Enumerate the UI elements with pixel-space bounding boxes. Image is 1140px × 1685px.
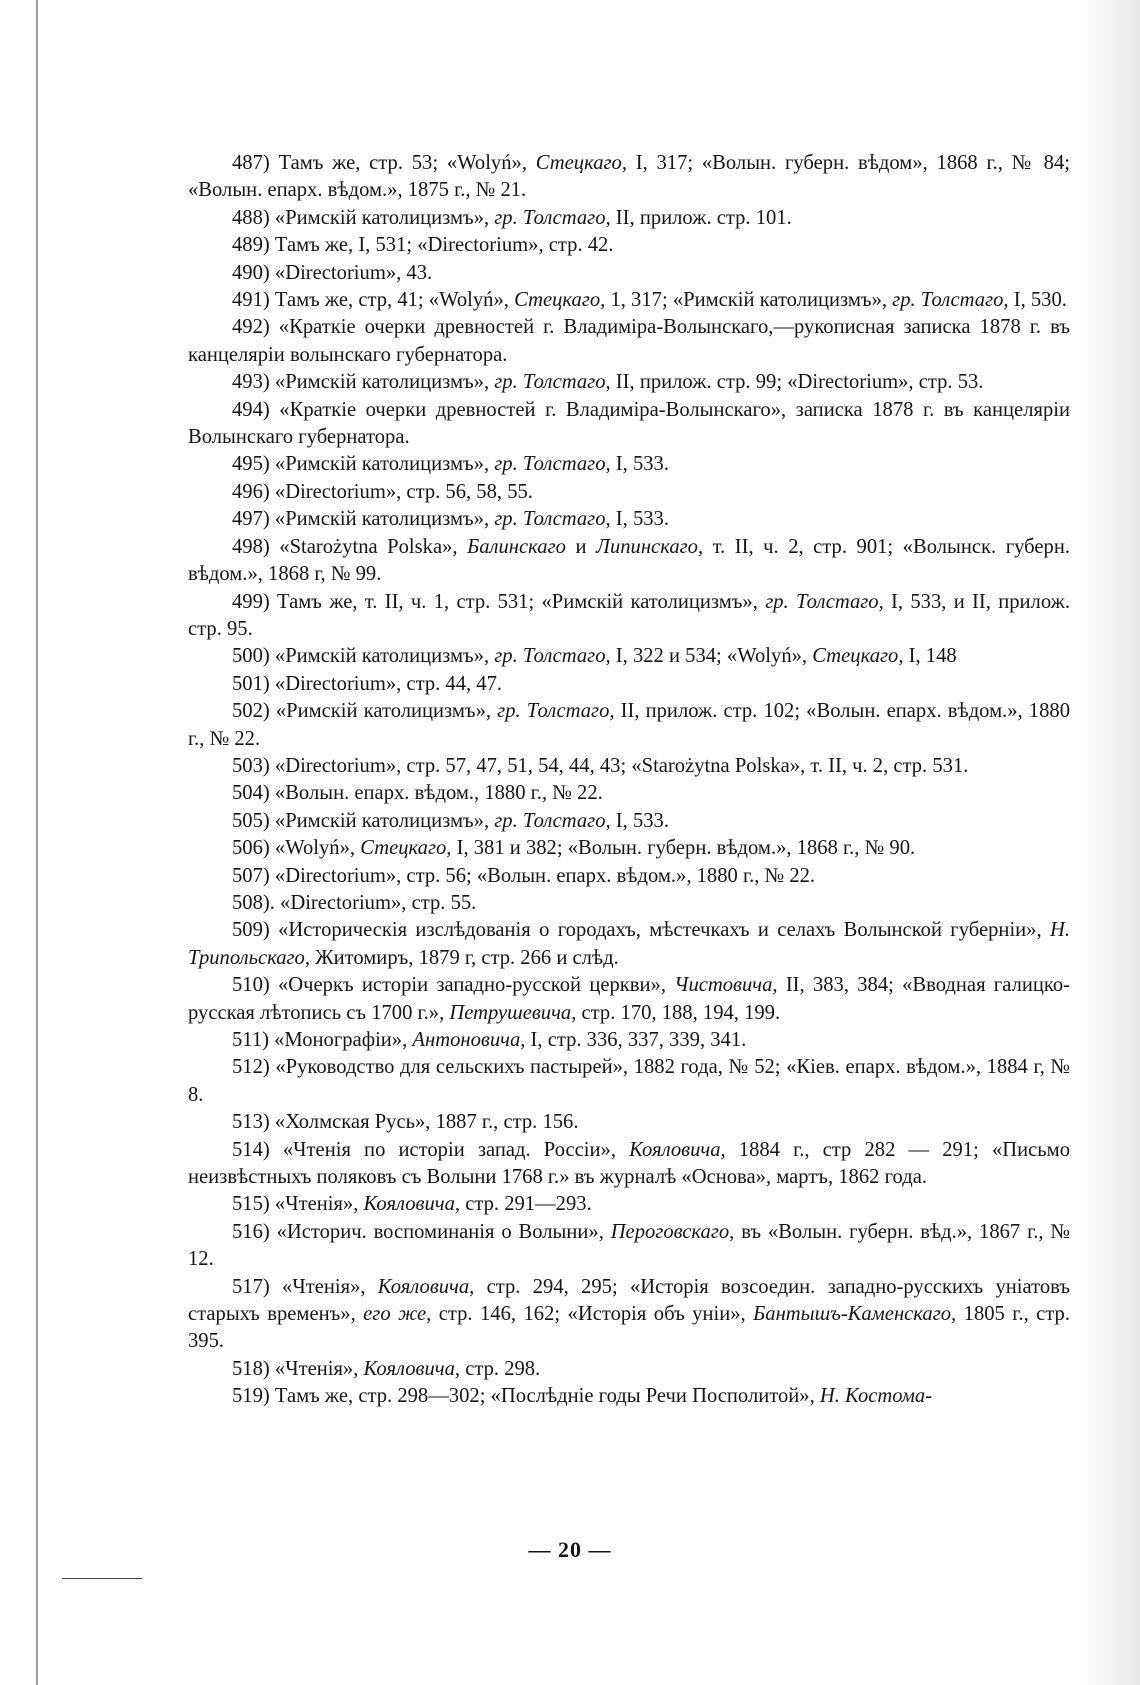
footnotes-list bbox=[188, 150, 1070, 1411]
footnote-text: и bbox=[565, 535, 596, 558]
footnote-text: 1, 317; «Римскій католицизмъ», bbox=[605, 289, 893, 312]
footnote-italic-text: Стецкаго, bbox=[812, 645, 904, 668]
footnote-502 bbox=[188, 698, 1070, 753]
footnote-text: I, 533. bbox=[610, 809, 669, 832]
footnote-text: 503) «Directorium», стр. 57, 47, 51, 54, 44, 43; «Starożytna Polska», т. II, ч. 2, стр. 531. bbox=[232, 754, 969, 777]
footnote-text: 513) «Холмская Русь», 1887 г., стр. 156. bbox=[232, 1111, 579, 1134]
page-edge-shadow bbox=[1078, 0, 1140, 1685]
footnote-519 bbox=[188, 1383, 1070, 1410]
footnote-497 bbox=[188, 506, 1070, 533]
footnote-italic-text: Антоновича, bbox=[412, 1029, 526, 1051]
footnote-507 bbox=[188, 863, 1070, 890]
footnote-489 bbox=[188, 232, 1070, 259]
footnote-text: 516) «Историч. воспоминанія о Волыни», bbox=[232, 1220, 611, 1243]
footnote-italic-text: Пероговскаго, bbox=[610, 1220, 735, 1243]
footnote-text: 519) Тамъ же, стр. 298—302; «Послѣдніе годы Речи Посполитой», bbox=[232, 1385, 820, 1408]
footnote-italic-text: гр. Толстаго, bbox=[494, 508, 611, 531]
footnote-494 bbox=[188, 397, 1070, 452]
footnote-text: т. II, ч. 2, стр. 901; «Волынск. губерн. вѣдом.», 1868 г, № 99. bbox=[188, 535, 1070, 586]
footnote-italic-text: гр. Толстаго, bbox=[494, 809, 611, 832]
footnote-513 bbox=[188, 1109, 1070, 1136]
footnote-italic-text: гр. Толстаго, bbox=[494, 371, 611, 394]
footnote-text: 1805 г., стр. 395. bbox=[188, 1303, 1070, 1353]
footnote-italic-text: Балинскаго bbox=[467, 535, 566, 558]
footnote-text: 491) Тамъ же, стр, 41; «Wolyń», bbox=[232, 289, 515, 312]
footnote-506 bbox=[188, 835, 1070, 862]
footnote-496 bbox=[188, 479, 1070, 506]
footnote-text: II, прилож. стр. 102; «Волын. епарх. вѣдом.», 1880 г., № 22. bbox=[188, 700, 1070, 750]
footnote-text: 492) «Краткіе очерки древностей г. Владиміра-Волынскаго,—рукописная записка 1878 г. въ канцеляріи волынскаго губернатора. bbox=[188, 316, 1070, 366]
footnote-text: 510) «Очеркъ исторіи западно-русской церкви», bbox=[232, 974, 675, 997]
footnote-text: I, 533. bbox=[610, 453, 669, 476]
footnote-text: 497) «Римскій католицизмъ», bbox=[232, 508, 495, 531]
footnote-text: 494) «Краткіе очерки древностей г. Владиміра-Волынскаго», записка 1878 г. въ канцеляріи Волынскаго губернатора. bbox=[188, 398, 1070, 449]
footnote-text: 504) «Волын. епарх. вѣдом., 1880 г., № 22. bbox=[232, 782, 603, 805]
footnote-italic-text: Стецкаго, bbox=[535, 152, 627, 174]
footnote-512 bbox=[188, 1054, 1070, 1109]
footnote-499 bbox=[188, 589, 1070, 644]
footnote-text: 512) «Руководство для сельскихъ пастырей», 1882 года, № 52; «Кіев. епарх. вѣдом.», 1884 г, № 8. bbox=[188, 1056, 1070, 1106]
footnote-511 bbox=[188, 1027, 1070, 1054]
binding-rule bbox=[36, 0, 38, 1685]
footnote-italic-text: Бантышъ-Каменскаго, bbox=[753, 1303, 957, 1326]
footnote-text: 495) «Римскій католицизмъ», bbox=[232, 453, 495, 476]
footnote-italic-text: Чистовича, bbox=[674, 974, 778, 997]
footnote-text: II, 383, 384; «Вводная галицко-русская лѣтопись съ 1700 г.», bbox=[188, 974, 1071, 1024]
footnote-515 bbox=[188, 1191, 1070, 1218]
footnote-487 bbox=[188, 150, 1070, 205]
footnote-text: 498) «Starożytna Polska», bbox=[232, 535, 468, 558]
footnote-498 bbox=[188, 534, 1070, 589]
footnote-text: въ «Волын. губерн. вѣд.», 1867 г., № 12. bbox=[188, 1220, 1070, 1271]
footnote-514 bbox=[188, 1137, 1070, 1192]
footnote-text: 489) Тамъ же, I, 531; «Directorium», стр. 42. bbox=[232, 234, 614, 257]
footnote-italic-text: Кояловича, bbox=[377, 1275, 475, 1298]
footnote-505 bbox=[188, 808, 1070, 835]
footnote-text: стр. 291—293. bbox=[460, 1193, 592, 1216]
footnote-493 bbox=[188, 369, 1070, 396]
footnote-491 bbox=[188, 287, 1070, 314]
footnote-500 bbox=[188, 643, 1070, 670]
footnote-italic-text: гр. Толстаго, bbox=[892, 289, 1009, 312]
footnote-501 bbox=[188, 671, 1070, 698]
footnote-495 bbox=[188, 451, 1070, 478]
footnote-text: Житомиръ, 1879 г, стр. 266 и слѣд. bbox=[310, 946, 619, 969]
footnote-text: I, 148 bbox=[903, 645, 957, 668]
footnote-text: 502) «Римскій католицизмъ», bbox=[232, 700, 498, 723]
footnote-text: I, стр. 336, 337, 339, 341. bbox=[525, 1029, 747, 1051]
footnote-text: стр. 294, 295; «Исторія возсоедин. западно-русскихъ уніатовъ старыхъ временъ», bbox=[188, 1275, 1070, 1326]
footnote-italic-text: Стецкаго, bbox=[514, 289, 606, 312]
footnote-text: стр. 170, 188, 194, 199. bbox=[576, 1001, 781, 1024]
footnote-italic-text: гр. Толстаго, bbox=[494, 206, 611, 229]
footnote-text: 508). «Directorium», стр. 55. bbox=[232, 891, 477, 914]
footnote-text: 488) «Римскій католицизмъ», bbox=[232, 206, 495, 229]
footnote-italic-text: Н. Трипольскаго, bbox=[188, 919, 1070, 969]
footnote-text: I, 533, и II, прилож. стр. 95. bbox=[188, 590, 1070, 640]
page-number: — 20 — bbox=[528, 1537, 612, 1562]
footnote-503 bbox=[188, 753, 1070, 780]
footnote-text: 496) «Directorium», стр. 56, 58, 55. bbox=[232, 480, 533, 503]
footnote-text: II, прилож. стр. 99; «Directorium», стр. 53. bbox=[610, 371, 984, 394]
footnote-text: 500) «Римскій католицизмъ», bbox=[232, 645, 495, 668]
footnote-text: 487) Тамъ же, стр. 53; «Wolyń», bbox=[232, 152, 536, 174]
footnote-516 bbox=[188, 1219, 1070, 1274]
footnote-text: 1884 г., стр 282 — 291; «Письмо неизвѣстныхъ поляковъ съ Волыни 1768 г.» въ журналѣ «Основа», мартъ, 1862 года. bbox=[188, 1138, 1071, 1189]
footnote-text: 506) «Wolyń», bbox=[232, 837, 361, 860]
footnote-text: стр. 298. bbox=[460, 1357, 541, 1380]
footnote-italic-text: Н. Костома- bbox=[819, 1385, 933, 1408]
footnote-text: I, 381 и 382; «Волын. губерн. вѣдом.», 1868 г., № 90. bbox=[451, 837, 916, 860]
footnote-510 bbox=[188, 972, 1070, 1027]
footnote-text: 515) «Чтенія», bbox=[232, 1193, 364, 1216]
footnote-text: стр. 146, 162; «Исторія объ уніи», bbox=[431, 1303, 754, 1326]
footnote-italic-text: Петрушевича, bbox=[449, 1001, 577, 1024]
footnote-italic-text: Кояловича, bbox=[363, 1357, 461, 1380]
footnote-italic-text: гр. Толстаго, bbox=[497, 700, 615, 723]
footnote-italic-text: гр. Толстаго, bbox=[494, 645, 611, 668]
footnote-text: 493) «Римскій католицизмъ», bbox=[232, 371, 495, 394]
footnote-508 bbox=[188, 890, 1070, 917]
footnote-504 bbox=[188, 780, 1070, 807]
footnote-italic-text: гр. Толстаго, bbox=[765, 590, 884, 613]
footnote-text: I, 322 и 534; «Wolyń», bbox=[610, 645, 813, 668]
footnote-text: 501) «Directorium», стр. 44, 47. bbox=[232, 672, 503, 695]
footnote-517 bbox=[188, 1274, 1070, 1356]
footnote-text: I, 533. bbox=[610, 508, 669, 531]
footnote-italic-text: Кояловича, bbox=[363, 1193, 461, 1216]
footnote-492 bbox=[188, 314, 1070, 369]
footnote-italic-text: Липинскаго, bbox=[596, 535, 704, 558]
footnote-text: 507) «Directorium», стр. 56; «Волын. епарх. вѣдом.», 1880 г., № 22. bbox=[232, 864, 816, 887]
footnote-509 bbox=[188, 917, 1070, 972]
footnote-italic-text: гр. Толстаго, bbox=[494, 453, 611, 476]
footnote-italic-text: Кояловича, bbox=[629, 1138, 726, 1161]
footnote-italic-text: Стецкаго, bbox=[360, 837, 452, 860]
footnote-text: 499) Тамъ же, т. II, ч. 1, стр. 531; «Римскій католицизмъ», bbox=[232, 590, 766, 613]
footnote-text: 517) «Чтенія», bbox=[232, 1275, 378, 1298]
footnote-text: 505) «Римскій католицизмъ», bbox=[232, 809, 495, 832]
footnote-text: I, 317; «Волын. губерн. вѣдом», 1868 г., № 84; «Волын. епарх. вѣдом.», 1875 г., № 21. bbox=[188, 152, 1070, 202]
footnote-518 bbox=[188, 1356, 1070, 1383]
footnote-490 bbox=[188, 260, 1070, 287]
footnote-italic-text: его же, bbox=[363, 1303, 432, 1326]
margin-dash bbox=[62, 1578, 142, 1579]
footnote-text: 511) «Монографіи», bbox=[232, 1029, 413, 1051]
footnote-text: 490) «Directorium», 43. bbox=[232, 261, 433, 284]
footnote-text: 518) «Чтенія», bbox=[232, 1357, 364, 1380]
footnote-text: 509) «Историческія изслѣдованія о городахъ, мѣстечкахъ и селахъ Волынской губерніи», bbox=[232, 919, 1050, 942]
footnote-488 bbox=[188, 205, 1070, 232]
footnote-text: II, прилож. стр. 101. bbox=[610, 206, 792, 229]
footnote-text: I, 530. bbox=[1008, 289, 1067, 312]
footnote-text: 514) «Чтенія по исторіи запад. Россіи», bbox=[232, 1138, 630, 1161]
